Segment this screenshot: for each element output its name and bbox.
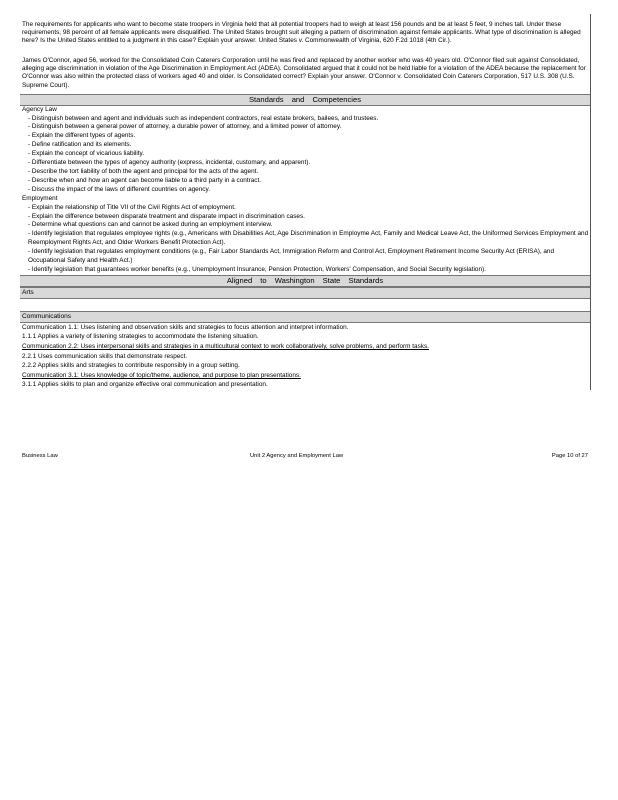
standards-band: Standards and Competencies bbox=[20, 94, 590, 106]
communication-line: 2.2.1 Uses communication skills that demonstrate respect. bbox=[22, 352, 188, 360]
agency-item: - Distinguish between a general power of attorney, a durable power of attorney, and a limited power of attorney. bbox=[28, 123, 342, 131]
agency-item: - Distinguish between and agent and individuals such as independent contractors, real estate brokers, bailees, and trustees. bbox=[28, 114, 379, 122]
communications-list bbox=[20, 323, 590, 390]
case-study-2: James O'Connor, aged 56, worked for the Consolidated Coin Caterers Corporation until he was fired and replaced by another worker who was 40 years old. O'Connor filed suit against Consolidated, alleging age discrimination in violation of the Age Discrimination in Employment Act (ADEA). Consolidated argued that it could not be held liable for a violation of the ADEA because the replacement for O'Connor was also within the protected class of workers aged 40 and older. Is Consolidated correct? Explain your answer. O'Connor v. Consolidated Coin Caterers Corporation, 517 U.S. 308 (U.S. Supreme Court). bbox=[22, 57, 586, 89]
agency-item: - Differentiate between the types of agency authority (express, incidental, customary, and apparent). bbox=[28, 159, 311, 167]
employment-item: - Explain the relationship of Title VII of the Civil Rights Act of employment. bbox=[28, 203, 236, 211]
arts-band: Arts bbox=[20, 287, 590, 299]
employment-item: - Identify legislation that regulates employee rights (e.g., Americans with Disabilities Act, Age Discrimination in Employme Act, Family and Medical Leave Act, the Uniformed Services Employment and Reemployment Rights Act, and Older Workers Benefit Protection Act). bbox=[28, 230, 589, 247]
agency-law-heading: Agency Law bbox=[22, 105, 57, 113]
employment-item: - Explain the difference between disparate treatment and disparate impact in discrimination cases. bbox=[28, 212, 305, 220]
document-page bbox=[20, 14, 591, 390]
communication-line: 2.2.2 Applies skills and strategies to contribute responsibly in a group setting. bbox=[22, 362, 240, 370]
footer-unit: Unit 2 Agency and Employment Law bbox=[250, 453, 344, 459]
communication-line: Communication 2.2: Uses interpersonal skills and strategies in a multicultural context to work collaboratively, solve problems, and perform tasks. bbox=[22, 343, 429, 351]
footer-page-number: Page 10 of 27 bbox=[551, 453, 588, 459]
case-study-1: The requirements for applicants who want to become state troopers in Virginia held that all potential troopers had to weigh at least 156 pounds and be at least 5 feet, 9 inches tall. Under these requirements, 98 percent of all female applicants were disqualified. The United States brought suit alleging a pattern of discrimination against female applicants. What type of discrimination is alleged here? Is the United States entitled to a judgment in this case? Explain your answer. United States v. Commonwealth of Virginia, 620 F.2d 1018 (4th Cir.). bbox=[22, 21, 581, 45]
employment-item: - Determine what questions can and cannot be asked during an employment interview. bbox=[28, 221, 273, 229]
employment-section bbox=[20, 195, 590, 275]
agency-item: - Describe when and how an agent can become liable to a third party in a contract. bbox=[28, 176, 262, 184]
communication-line: 3.1.1 Applies skills to plan and organize effective oral communication and presentation. bbox=[22, 381, 268, 389]
communication-line: 1.1.1 Applies a variety of listening strategies to accommodate the listening situation. bbox=[22, 333, 259, 341]
communication-line: Communication 1.1: Uses listening and observation skills and strategies to focus attention and interpret information. bbox=[22, 323, 349, 331]
agency-item: - Explain the concept of vicarious liability. bbox=[28, 150, 145, 158]
agency-law-section bbox=[20, 106, 590, 195]
agency-item: - Define ratification and its elements. bbox=[28, 141, 132, 149]
content-frame bbox=[20, 14, 591, 390]
aligned-standards-band: Aligned to Washington State Standards bbox=[20, 275, 590, 287]
employment-item: - Identify legislation that regulates employment conditions (e.g., Fair Labor Standards Act, Immigration Reform and Control Act, Employment Retirement Income Security Act (ERISA), and Occupational Safety and Health Act.) bbox=[28, 248, 555, 265]
communications-band: Communications bbox=[20, 312, 590, 323]
agency-item: - Discuss the impact of the laws of different countries on agency. bbox=[28, 185, 210, 193]
communication-line: Communication 3.1: Uses knowledge of topic/theme, audience, and purpose to plan presentations. bbox=[22, 371, 301, 379]
footer-course: Business Law bbox=[22, 453, 58, 459]
employment-item: - Identify legislation that guarantees worker benefits (e.g., Unemployment Insurance, Pension Protection, Workers' Compensation, and Social Security legislation). bbox=[28, 265, 486, 273]
agency-item: - Explain the different types of agents. bbox=[28, 132, 136, 140]
agency-item: - Describe the tort liability of both the agent and principal for the acts of the agent. bbox=[28, 168, 259, 175]
arts-spacer bbox=[20, 299, 590, 312]
employment-heading: Employment bbox=[22, 194, 58, 202]
